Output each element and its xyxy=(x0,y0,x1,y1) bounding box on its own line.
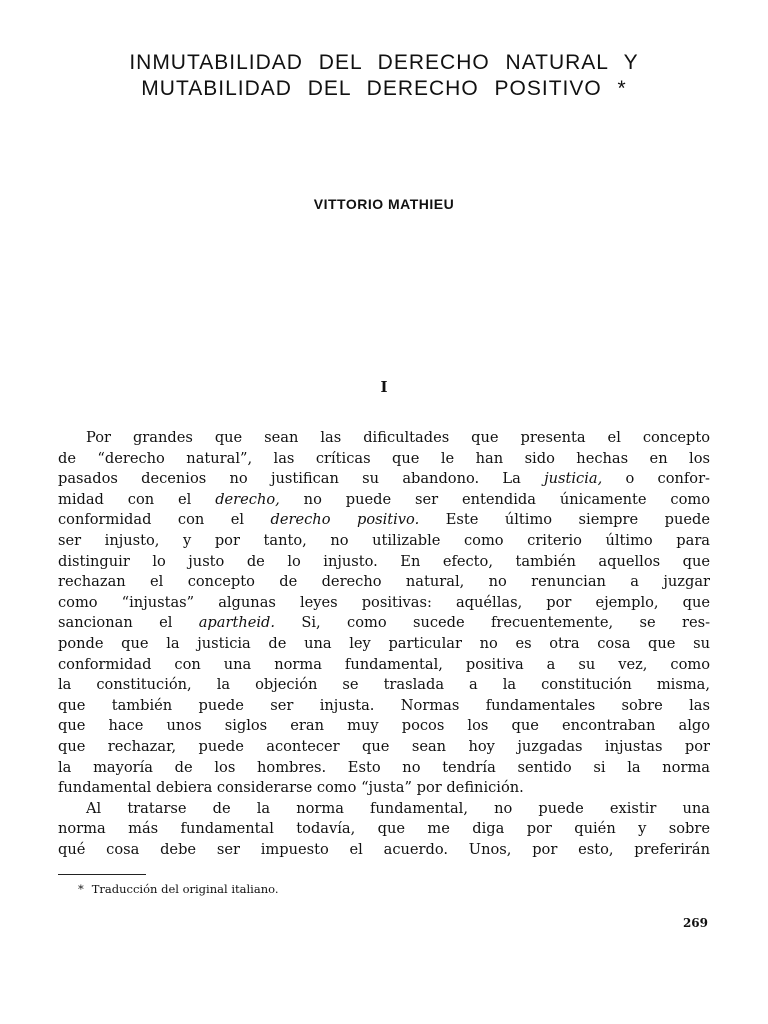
text-line xyxy=(58,449,710,470)
text-segment: pasados decenios no justifican su abandono. La xyxy=(58,470,545,488)
text-segment: como “injustas” algunas leyes positivas: aquéllas, por ejemplo, que xyxy=(58,593,710,611)
text-line xyxy=(58,675,710,696)
text-segment: sancionan el xyxy=(58,614,199,632)
text-line xyxy=(58,593,710,614)
text-segment: conformidad con una norma fundamental, positiva a su vez, como xyxy=(58,655,710,673)
text-segment: rechazan el concepto de derecho natural, no renuncian a juzgar xyxy=(58,573,710,591)
text-segment: no puede ser entendida únicamente como xyxy=(279,490,710,508)
italic-text: derecho positivo. xyxy=(270,511,420,529)
paragraph xyxy=(58,428,710,799)
text-line xyxy=(58,799,710,820)
italic-text: derecho, xyxy=(215,490,280,508)
text-line xyxy=(58,655,710,676)
text-segment: la constitución, la objeción se traslada a la constitución misma, xyxy=(58,676,710,694)
text-segment: Este último siempre puede xyxy=(419,511,710,529)
text-line xyxy=(58,531,710,552)
text-line xyxy=(58,716,710,737)
text-segment: o confor- xyxy=(602,470,710,488)
text-line xyxy=(58,696,710,717)
body-text xyxy=(58,428,710,860)
title-line-2: MUTABILIDAD DEL DERECHO POSITIVO * xyxy=(141,77,627,100)
text-segment: norma más fundamental todavía, que me diga por quién y sobre xyxy=(58,820,710,838)
text-line xyxy=(58,510,710,531)
text-segment: midad con el xyxy=(58,490,216,508)
text-segment: conformidad con el xyxy=(58,511,271,529)
page-number: 269 xyxy=(682,916,708,930)
text-line xyxy=(58,778,710,799)
author-name: VITTORIO MATHIEU xyxy=(313,196,455,212)
text-line xyxy=(58,490,710,511)
footnote xyxy=(78,882,278,896)
title-line-1: INMUTABILIDAD DEL DERECHO NATURAL Y xyxy=(129,51,639,74)
text-line xyxy=(58,634,710,655)
text-line xyxy=(58,819,710,840)
text-line xyxy=(58,469,710,490)
text-line xyxy=(58,613,710,634)
footnote-marker: * xyxy=(78,882,84,896)
text-line xyxy=(58,428,710,449)
text-line xyxy=(58,840,710,861)
text-segment: que también puede ser injusta. Normas fundamentales sobre las xyxy=(58,696,710,714)
italic-text: apartheid. xyxy=(198,614,276,632)
text-line xyxy=(58,737,710,758)
italic-text: justicia, xyxy=(544,470,603,488)
text-segment: distinguir lo justo de lo injusto. En efecto, también aquellos que xyxy=(58,552,710,570)
text-segment: de “derecho natural”, las críticas que le han sido hechas en los xyxy=(58,449,710,467)
text-segment: ser injusto, y por tanto, no utilizable como criterio último para xyxy=(58,531,710,549)
text-segment: ponde que la justicia de una ley particular no es otra cosa que su xyxy=(58,634,710,652)
section-number: I xyxy=(380,378,388,396)
text-segment: la mayoría de los hombres. Esto no tendría sentido si la norma xyxy=(58,758,710,776)
footnote-text: Traducción del original italiano. xyxy=(91,882,279,896)
text-line xyxy=(58,758,710,779)
article-title xyxy=(0,50,768,102)
text-segment: fundamental debiera considerarse como “justa” por definición. xyxy=(58,779,524,797)
text-line xyxy=(58,552,710,573)
paragraph xyxy=(58,799,710,861)
text-segment: que rechazar, puede acontecer que sean hoy juzgadas injustas por xyxy=(58,737,710,755)
text-segment: qué cosa debe ser impuesto el acuerdo. Unos, por esto, preferirán xyxy=(58,840,710,858)
text-segment: Por grandes que sean las dificultades que presenta el concepto xyxy=(86,429,710,446)
text-line xyxy=(58,572,710,593)
text-segment: que hace unos siglos eran muy pocos los que encontraban algo xyxy=(58,717,710,735)
text-segment: Si, como sucede frecuentemente, se res- xyxy=(275,614,710,632)
text-segment: Al tratarse de la norma fundamental, no puede existir una xyxy=(86,799,710,817)
footnote-rule xyxy=(58,874,146,875)
